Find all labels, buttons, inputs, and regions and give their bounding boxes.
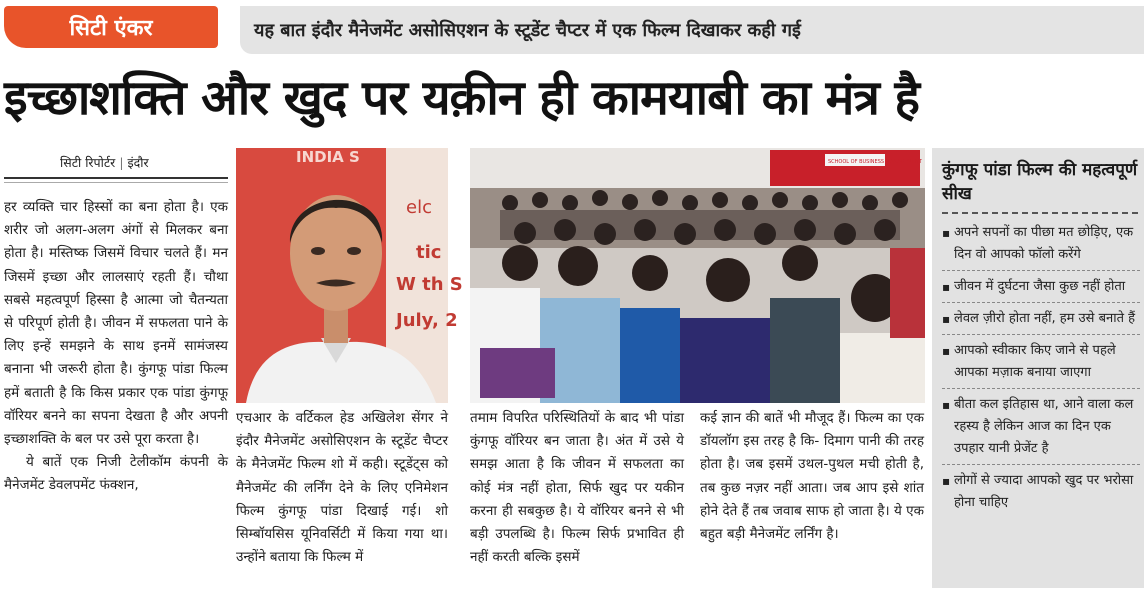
audience-photo	[470, 148, 925, 403]
article-column-1	[4, 196, 228, 592]
sidebar-list	[942, 222, 1140, 523]
article-paragraph: एचआर के वर्टिकल हेड अखिलेश सेंगर ने इंदौर मैनेजमेंट असोसिएशन के स्टूडेंट चैप्टर के मैनेजमेंट फिल्म शो में कही। स्टूडेंट्स को मैनेजमेंट की लर्निंग देने के लिए एनिमेशन फिल्म कुंगफू पांडा दिखाई गई। शो सिम्बॉयसिस यूनिवर्सिटी में किया गया था। उन्होंने बताया कि फिल्म में	[236, 410, 448, 566]
article-paragraph: हर व्यक्ति चार हिस्सों का बना होता है। एक शरीर जो अलग-अलग अंगों से मिलकर बना होता है। मस्तिष्क जिसमें विचार चलते हैं। मन जिसमें इच्छा और लालसाएं रहती हैं। चौथा सबसे महत्वपूर्ण हिस्सा है आत्मा जो चैतन्यता से परिपूर्ण होती है। जीवन में सफलता पाने के लिए इन्हें समझने के साथ इनमें सामंजस्य बनाना भी जरूरी होता है। कुंगफू पांडा फिल्म हमें बताती है कि किस प्रकार एक पांडा कुंगफू वॉरियर बनने का सपना देखता है और अपनी इच्छाशक्ति के बल पर उसे पूरा करता है।	[4, 199, 228, 448]
article-paragraph: कई ज्ञान की बातें भी मौजूद हैं। फिल्म का एक डॉयलॉग इस तरह है कि- दिमाग पानी की तरह होता है। जब इसमें उथल-पुथल मची होती है, तब कुछ नज़र नहीं आता। जब आप इसे शांत होने देते हैं तब जवाब साफ हो जाता है। ये एक बहुत बड़ी मैनेजमेंट लर्निंग है।	[700, 410, 924, 543]
byline-rule	[4, 177, 228, 179]
speaker-photo-image	[236, 148, 463, 403]
backdrop-text-3: tic	[416, 242, 442, 263]
byline-place: इंदौर	[127, 155, 149, 170]
byline	[60, 154, 149, 171]
sidebar-list-item: ▪ जीवन में दुर्घटना जैसा कुछ नहीं होता	[942, 276, 1140, 303]
byline-reporter: सिटी रिपोर्टर	[60, 155, 116, 170]
speaker-photo	[236, 148, 463, 403]
sidebar-rule	[942, 212, 1138, 214]
sidebar-box	[932, 148, 1144, 588]
sidebar-list-item: ▪ आपको स्वीकार किए जाने से पहले आपका मज़ाक बनाया जाएगा	[942, 340, 1140, 389]
sidebar-list-item: ▪ बीता कल इतिहास था, आने वाला कल रहस्य है लेकिन आज का दिन एक उपहार यानी प्रेजेंट है	[942, 394, 1140, 465]
sidebar-list-item: ▪ लोगों से ज्यादा आपको खुद पर भरोसा होना चाहिए	[942, 470, 1140, 518]
headline: इच्छाशक्ति और खुद पर यक़ीन ही कामयाबी का मंत्र है	[4, 70, 920, 126]
banner-text: SCHOOL OF BUSINESS MANAGEMENT	[828, 159, 922, 165]
kicker-line: यह बात इंदौर मैनेजमेंट असोसिएशन के स्टूडेंट चैप्टर में एक फिल्म दिखाकर कही गई	[240, 6, 1144, 54]
backdrop-text-2: elc	[406, 197, 432, 218]
article-column-4	[700, 407, 924, 593]
article-paragraph: ये बातें एक निजी टेलीकॉम कंपनी के मैनेजमेंट डेवलपमेंट फंक्शन,	[4, 454, 228, 494]
section-tag: सिटी एंकर	[4, 6, 218, 48]
byline-rule-thin	[4, 182, 228, 183]
article-paragraph: तमाम विपरित परिस्थितियों के बाद भी पांडा कुंगफू वॉरियर बन जाता है। अंत में उसे ये समझ आता है कि जीवन में सफलता का कोई मंत्र नहीं होता, सिर्फ खुद पर यकीन करना ही सबकुछ है। ये वॉरियर बनने से भी बड़ी उपलब्धि है। फिल्म सिर्फ प्रभावित ही नहीं करती बल्कि इसमें	[470, 410, 684, 566]
backdrop-text-1: INDIA S	[296, 148, 360, 166]
sidebar-title: कुंगफू पांडा फिल्म की महत्वपूर्ण सीख	[942, 160, 1138, 204]
sidebar-list-item: ▪ लेवल ज़ीरो होता नहीं, हम उसे बनाते हैं	[942, 308, 1140, 335]
article-column-2	[236, 407, 448, 593]
article-column-3	[470, 407, 684, 593]
backdrop-text-5: July, 2	[396, 310, 458, 331]
backdrop-text-4: W th S	[396, 274, 463, 295]
audience-photo-image	[470, 148, 925, 403]
sidebar-list-item: ▪ अपने सपनों का पीछा मत छोड़िए, एक दिन वो आपको फॉलो करेंगे	[942, 222, 1140, 271]
byline-separator: |	[119, 155, 124, 170]
